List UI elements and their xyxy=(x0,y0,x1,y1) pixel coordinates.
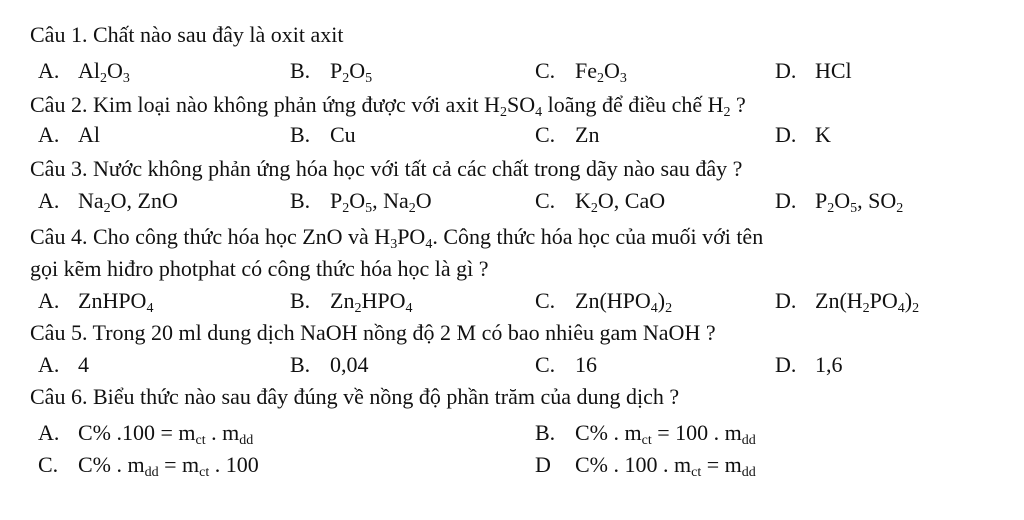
option-text: ZnHPO$_4$ xyxy=(78,288,154,316)
q2-option-b[interactable] xyxy=(290,122,356,148)
q1-option-b[interactable] xyxy=(290,58,372,84)
option-letter: A. xyxy=(38,122,60,147)
q4-option-c[interactable] xyxy=(535,288,672,314)
option-text: $P_2O_5$, $Na_2O$ xyxy=(330,188,432,216)
option-text: $Al_2O_3$ xyxy=(78,58,130,86)
option-text: 16 xyxy=(575,352,597,377)
option-text: C% . 100 . $m_{ct} = m_{dd}$ xyxy=(575,452,756,480)
option-letter: C. xyxy=(535,352,556,377)
option-text: $P_2O_5$, $SO_2$ xyxy=(815,188,904,216)
question-4-stem-continued: gọi kẽm hiđro photphat có công thức hóa học là gì ? xyxy=(30,256,489,281)
option-text: HCl xyxy=(815,58,852,83)
option-letter: A. xyxy=(38,288,60,313)
q4-option-b[interactable] xyxy=(290,288,412,314)
option-text: K xyxy=(815,122,831,147)
option-letter: C. xyxy=(535,122,556,147)
option-letter: B. xyxy=(290,122,311,147)
q2-option-d[interactable] xyxy=(775,122,831,148)
q5-option-d[interactable] xyxy=(775,352,843,378)
question-3-stem: Câu 3. Nước không phản ứng hóa học với tất cả các chất trong dãy nào sau đây ? xyxy=(30,156,743,181)
q2-option-c[interactable] xyxy=(535,122,599,148)
q5-option-c[interactable] xyxy=(535,352,597,378)
option-text: Cu xyxy=(330,122,356,147)
q1-option-a[interactable] xyxy=(38,58,130,84)
question-4-stem: Câu 4. Cho công thức hóa học ZnO và $H_3PO_4$. Công thức hóa học của muối với tên xyxy=(30,224,764,252)
q3-option-d[interactable] xyxy=(775,188,903,214)
option-letter: D. xyxy=(775,58,797,83)
option-letter: A. xyxy=(38,352,60,377)
option-letter: B. xyxy=(290,288,311,313)
option-text: $Zn(H_2PO_4)_2$ xyxy=(815,288,920,316)
option-letter: A. xyxy=(38,420,60,445)
q6-option-d[interactable] xyxy=(535,452,756,478)
option-text: C% . $m_{ct} = 100$ . $m_{dd}$ xyxy=(575,420,756,448)
q6-option-c[interactable] xyxy=(38,452,259,478)
option-letter: B. xyxy=(290,188,311,213)
option-letter: D. xyxy=(775,288,797,313)
q5-option-b[interactable] xyxy=(290,352,369,378)
option-text: $P_2O_5$ xyxy=(330,58,373,86)
option-letter: C. xyxy=(535,288,556,313)
q3-option-b[interactable] xyxy=(290,188,432,214)
option-text: Zn xyxy=(575,122,600,147)
option-letter: D. xyxy=(775,188,797,213)
option-text: $Zn_2HPO_4$ xyxy=(330,288,413,316)
q1-option-c[interactable] xyxy=(535,58,627,84)
option-text: $Na_2O$, ZnO xyxy=(78,188,178,216)
option-letter: C. xyxy=(38,452,59,477)
option-text: C% $.100 = m_{ct}$ . $m_{dd}$ xyxy=(78,420,254,448)
q6-option-b[interactable] xyxy=(535,420,756,446)
option-letter: B. xyxy=(290,58,311,83)
option-letter: C. xyxy=(535,58,556,83)
question-1-stem: Câu 1. Chất nào sau đây là oxit axit xyxy=(30,22,344,47)
option-text: 4 xyxy=(78,352,89,377)
option-text: 1,6 xyxy=(815,352,843,377)
option-text: $Zn(HPO_4)_2$ xyxy=(575,288,673,316)
q2-option-a[interactable] xyxy=(38,122,100,148)
option-letter: B. xyxy=(535,420,556,445)
q4-option-d[interactable] xyxy=(775,288,919,314)
option-text: C% . $m_{dd} = m_{ct}$ . 100 xyxy=(78,452,259,480)
q5-option-a[interactable] xyxy=(38,352,89,378)
option-text: 0,04 xyxy=(330,352,369,377)
q3-option-c[interactable] xyxy=(535,188,665,214)
q4-option-a[interactable] xyxy=(38,288,153,314)
option-text: Al xyxy=(78,122,100,147)
option-letter: D. xyxy=(775,352,797,377)
question-5-stem: Câu 5. Trong 20 ml dung dịch NaOH nồng độ 2 M có bao nhiêu gam NaOH ? xyxy=(30,320,716,345)
option-text: $K_2O$, CaO xyxy=(575,188,666,216)
q3-option-a[interactable] xyxy=(38,188,178,214)
option-letter: D. xyxy=(775,122,797,147)
question-2-stem: Câu 2. Kim loại nào không phản ứng được với axit $H_2SO_4$ loãng để điều chế $H_2$ ? xyxy=(30,92,746,120)
option-letter: A. xyxy=(38,58,60,83)
option-letter: D xyxy=(535,452,551,477)
option-letter: B. xyxy=(290,352,311,377)
question-6-stem: Câu 6. Biểu thức nào sau đây đúng về nồng độ phần trăm của dung dịch ? xyxy=(30,384,680,409)
q1-option-d[interactable] xyxy=(775,58,852,84)
option-text: $Fe_2O_3$ xyxy=(575,58,627,86)
q6-option-a[interactable] xyxy=(38,420,253,446)
option-letter: C. xyxy=(535,188,556,213)
option-letter: A. xyxy=(38,188,60,213)
